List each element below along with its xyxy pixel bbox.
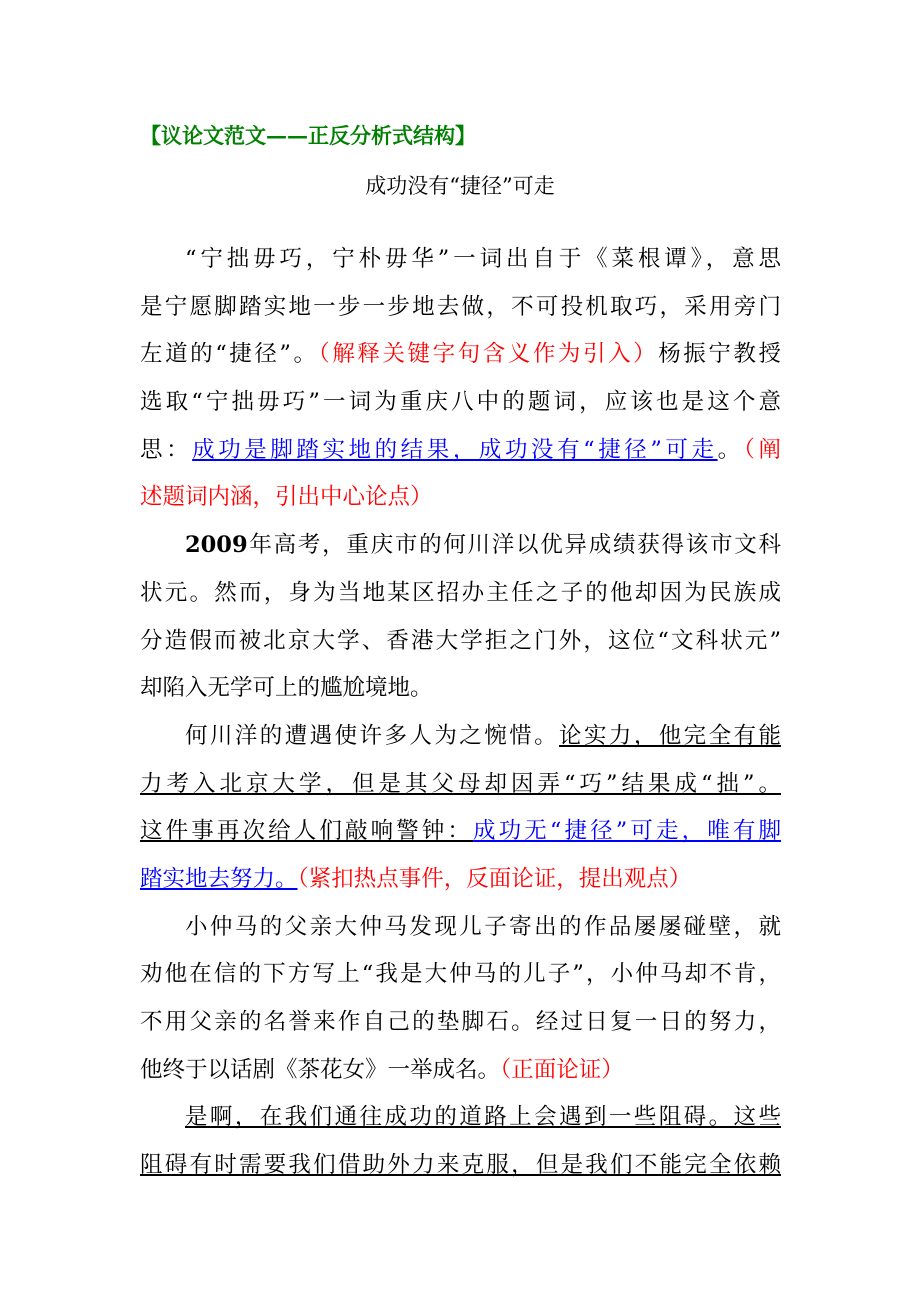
text: 左道的“捷径”。 <box>140 341 319 368</box>
essay-category-heading: 【议论文范文——正反分析式结构】 <box>140 123 476 148</box>
essay-title: 成功没有“捷径”可走 <box>365 174 555 198</box>
text-line: 小仲马的父亲大仲马发现儿子寄出的作品屡屡碰壁，就 <box>185 913 781 940</box>
paragraph-4 <box>140 904 781 1095</box>
underlined-text: 这件事再次给人们敲响警钟： <box>140 818 474 845</box>
central-thesis: 成功是脚踏实地的结果，成功没有“捷径”可走 <box>192 436 718 463</box>
underlined-text: 是啊，在我们通往成功的道路上会遇到一些阻碍。这些 <box>185 1104 781 1131</box>
text-line: 却陷入无学可上的尴尬境地。 <box>140 675 433 702</box>
text-line <box>140 713 781 761</box>
text-line <box>140 427 781 475</box>
annotation: （紧扣热点事件，反面论证，提出观点） <box>297 865 692 892</box>
text-line: 阻碍有时需要我们借助外力来克服，但是我们不能完全依赖 <box>140 1152 781 1179</box>
text: 他终于以话剧《茶花女》一举成名。 <box>140 1056 501 1083</box>
text-line <box>140 1047 781 1095</box>
paragraph-2 <box>140 522 781 713</box>
thesis-restatement: 成功无“捷径”可走，唯有脚 <box>473 818 781 845</box>
paragraph-5 <box>140 1094 781 1189</box>
text: 何川洋的遭遇使许多人为之惋惜。 <box>185 722 560 749</box>
thesis-restatement: 踏实地去努力。 <box>140 865 298 892</box>
text: 年高考，重庆市的何川洋以优异成绩获得该市文科 <box>247 532 781 559</box>
text-line: “宁拙毋巧，宁朴毋华”一词出自于《菜根谭》，意思 <box>185 246 781 272</box>
text-line: 选取“宁拙毋巧”一词为重庆八中的题词，应该也是这个意 <box>140 389 781 416</box>
annotation: （解释关键字句含义作为引入） <box>318 341 659 368</box>
paragraph-3 <box>140 713 781 904</box>
annotation: （阐 <box>743 436 781 463</box>
underlined-text: 论实力，他完全有能 <box>559 722 781 749</box>
text: 思： <box>140 436 193 463</box>
text-line <box>140 808 781 856</box>
text-line <box>140 856 781 904</box>
text: 杨振宁教授 <box>658 341 781 368</box>
text-line: 劝他在信的下方写上“我是大仲马的儿子”，小仲马却不肯， <box>140 961 781 988</box>
annotation: （正面论证） <box>500 1056 624 1083</box>
text-line: 不用父亲的名誉来作自己的垫脚石。经过日复一日的努力， <box>140 1009 781 1035</box>
text-line <box>140 331 781 379</box>
essay-body <box>140 236 781 1190</box>
text-line: 分造假而被北京大学、香港大学拒之门外，这位“文科状元” <box>140 627 781 654</box>
annotation-line: 述题词内涵，引出中心论点） <box>140 484 433 511</box>
text-line: 力考入北京大学，但是其父母却因弄“巧”结果成“拙”。 <box>140 770 781 797</box>
text-line: 状元。然而，身为当地某区招办主任之子的他却因为民族成 <box>140 579 781 606</box>
text-line <box>140 1094 781 1142</box>
paragraph-1 <box>140 236 781 522</box>
text-line <box>140 522 781 570</box>
text: 。 <box>717 436 744 463</box>
year: 2009 <box>185 532 248 559</box>
text-line: 是宁愿脚踏实地一步一步地去做，不可投机取巧，采用旁门 <box>140 293 781 320</box>
